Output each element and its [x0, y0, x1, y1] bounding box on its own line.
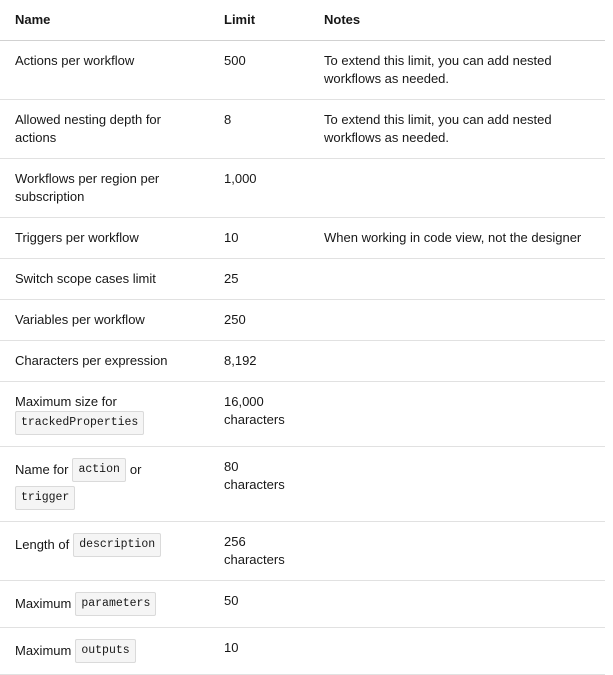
cell-notes: [309, 581, 605, 628]
cell-name: Workflows per region per subscription: [0, 159, 209, 218]
cell-notes: [309, 159, 605, 218]
header-row: [0, 0, 605, 41]
cell-notes: [309, 447, 605, 522]
cell-notes: [309, 522, 605, 581]
cell-notes: When working in code view, not the designer: [309, 218, 605, 259]
cell-name: Triggers per workflow: [0, 218, 209, 259]
cell-limit: 256 characters: [209, 522, 309, 581]
name-text: Length of: [15, 537, 70, 552]
cell-notes: [309, 341, 605, 382]
cell-name: Switch scope cases limit: [0, 259, 209, 300]
header-name: Name: [0, 0, 209, 41]
cell-limit: 250: [209, 300, 309, 341]
inline-code: action: [72, 458, 125, 482]
cell-limit: 1,000: [209, 159, 309, 218]
cell-limit: 50: [209, 581, 309, 628]
table-row: [0, 41, 605, 100]
cell-notes: [309, 300, 605, 341]
table-row: [0, 159, 605, 218]
cell-limit: 10: [209, 218, 309, 259]
cell-limit: 500: [209, 41, 309, 100]
table-row: [0, 341, 605, 382]
cell-name: [0, 581, 209, 628]
cell-name: [0, 522, 209, 581]
header-limit: Limit: [209, 0, 309, 41]
cell-notes: [309, 259, 605, 300]
inline-code: trackedProperties: [15, 411, 144, 435]
header-notes: Notes: [309, 0, 605, 41]
inline-code-2: trigger: [15, 486, 75, 510]
cell-name: [0, 628, 209, 675]
name-text-2: or: [129, 462, 142, 477]
cell-limit: 16,000 characters: [209, 382, 309, 447]
name-text: Maximum: [15, 596, 72, 611]
inline-code: parameters: [75, 592, 156, 616]
table-row: [0, 522, 605, 581]
inline-code: description: [73, 533, 161, 557]
cell-notes: [309, 628, 605, 675]
cell-name: Variables per workflow: [0, 300, 209, 341]
table-row: [0, 447, 605, 522]
cell-name: [0, 447, 209, 522]
table-row: [0, 100, 605, 159]
cell-limit: 8: [209, 100, 309, 159]
cell-notes: To extend this limit, you can add nested workflows as needed.: [309, 41, 605, 100]
table-row: [0, 628, 605, 675]
cell-name: Allowed nesting depth for actions: [0, 100, 209, 159]
table-row: [0, 259, 605, 300]
cell-name: Characters per expression: [0, 341, 209, 382]
cell-notes: [309, 382, 605, 447]
name-text: Name for: [15, 462, 69, 477]
cell-limit: 8,192: [209, 341, 309, 382]
table-row: [0, 581, 605, 628]
table-row: [0, 218, 605, 259]
cell-limit: 80 characters: [209, 447, 309, 522]
name-text: Maximum: [15, 643, 72, 658]
inline-code: outputs: [75, 639, 135, 663]
cell-limit: 25: [209, 259, 309, 300]
cell-name: [0, 382, 209, 447]
name-text: Maximum size for: [15, 394, 117, 409]
table-row: [0, 300, 605, 341]
cell-limit: 10: [209, 628, 309, 675]
cell-name: Actions per workflow: [0, 41, 209, 100]
table-row: [0, 382, 605, 447]
cell-notes: To extend this limit, you can add nested workflows as needed.: [309, 100, 605, 159]
